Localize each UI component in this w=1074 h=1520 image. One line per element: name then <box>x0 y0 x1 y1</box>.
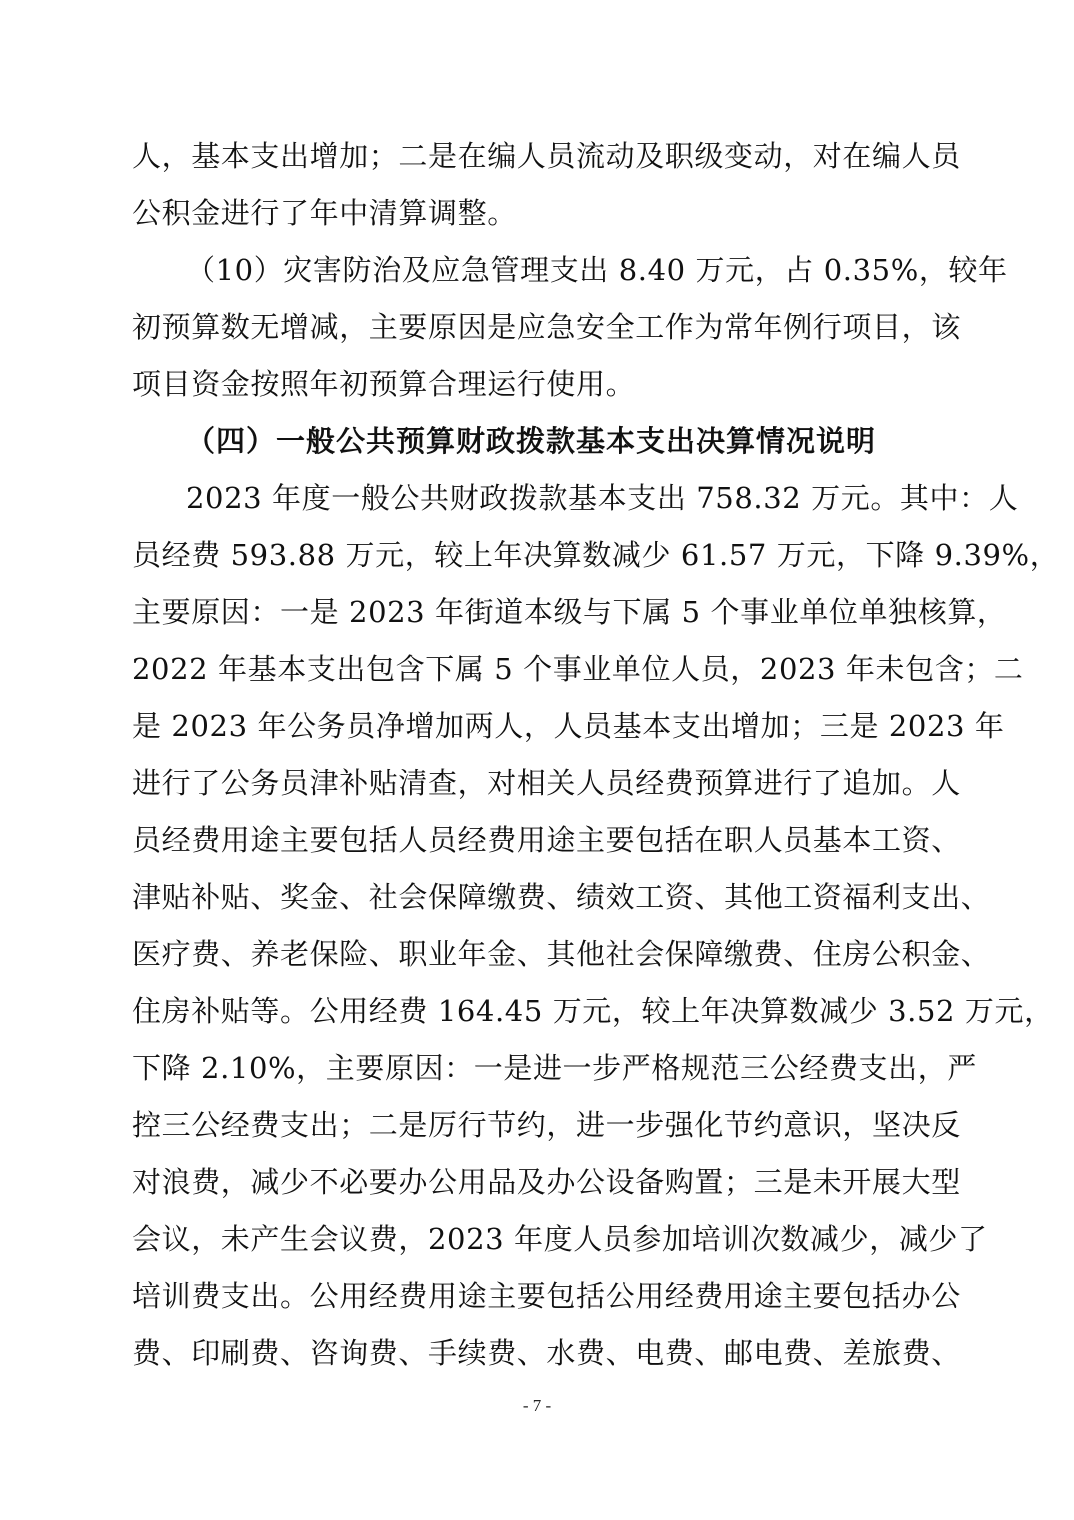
text-line: 医疗费、养老保险、职业年金、其他社会保障缴费、住房公积金、 <box>132 937 991 971</box>
text-line: 住房补贴等。公用经费 164.45 万元，较上年决算数减少 3.52 万元， <box>132 994 1054 1028</box>
text-line: （10）灾害防治及应急管理支出 8.40 万元，占 0.35%，较年 <box>186 253 1008 287</box>
text-line: 主要原因：一是 2023 年街道本级与下属 5 个事业单位单独核算， <box>132 595 1007 629</box>
text-line: 进行了公务员津补贴清查，对相关人员经费预算进行了追加。人 <box>132 766 961 800</box>
page-number: - 7 - <box>522 1396 552 1415</box>
text-line: 培训费支出。公用经费用途主要包括公用经费用途主要包括办公 <box>132 1279 961 1313</box>
text-line: 费、印刷费、咨询费、手续费、水费、电费、邮电费、差旅费、 <box>132 1336 961 1370</box>
text-line: 2022 年基本支出包含下属 5 个事业单位人员，2023 年未包含；二 <box>132 652 1024 686</box>
text-line: 津贴补贴、奖金、社会保障缴费、绩效工资、其他工资福利支出、 <box>132 880 991 914</box>
text-line: 控三公经费支出；二是厉行节约，进一步强化节约意识，坚决反 <box>132 1108 961 1142</box>
text-line: 下降 2.10%，主要原因：一是进一步严格规范三公经费支出，严 <box>132 1051 977 1085</box>
text-line: 初预算数无增减，主要原因是应急安全工作为常年例行项目，该 <box>132 310 961 344</box>
text-line: 对浪费，减少不必要办公用品及办公设备购置；三是未开展大型 <box>132 1165 961 1199</box>
text-line: 员经费 593.88 万元，较上年决算数减少 61.57 万元，下降 9.39%， <box>132 538 1060 572</box>
text-line: 是 2023 年公务员净增加两人，人员基本支出增加；三是 2023 年 <box>132 709 1005 743</box>
text-line: 员经费用途主要包括人员经费用途主要包括在职人员基本工资、 <box>132 823 961 857</box>
text-line: 2023 年度一般公共财政拨款基本支出 758.32 万元。其中：人 <box>186 481 1019 515</box>
section-heading: （四）一般公共预算财政拨款基本支出决算情况说明 <box>186 424 877 458</box>
text-line: 人，基本支出增加；二是在编人员流动及职级变动，对在编人员 <box>132 139 961 173</box>
text-line: 会议，未产生会议费，2023 年度人员参加培训次数减少，减少了 <box>132 1222 988 1256</box>
text-line: 项目资金按照年初预算合理运行使用。 <box>132 367 636 401</box>
text-line: 公积金进行了年中清算调整。 <box>132 196 517 230</box>
